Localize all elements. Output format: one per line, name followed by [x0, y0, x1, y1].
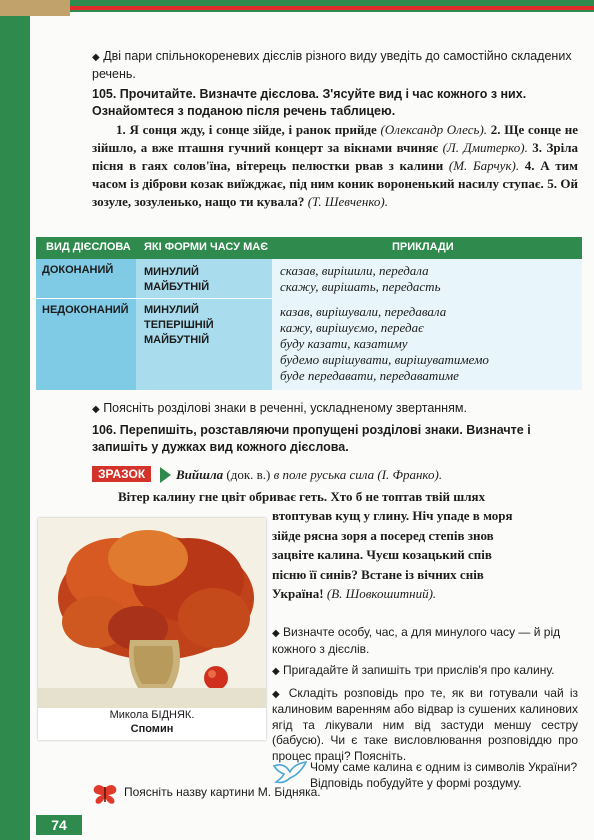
row1-tense-future: МАЙБУТНІЙ	[144, 281, 210, 293]
row-divider	[36, 298, 272, 299]
exercise-105-heading: 105. Прочитайте. Визначте дієслова. З'ясуйте вид і час кожного з них. Ознайомтеся з поданою після речень таблицею.	[92, 87, 527, 118]
butterfly-icon	[92, 784, 118, 811]
diamond-bullet-icon: ◆	[272, 688, 283, 700]
sample-rest: в поле руська сила	[273, 467, 375, 482]
row1-tense-past: МИНУЛИЙ	[144, 266, 199, 278]
row2-examples	[280, 304, 489, 384]
diamond-bullet-icon: ◆	[92, 52, 100, 63]
poem-line-2: втоптував кущ у глину. Ніч упаде в моря	[272, 508, 513, 523]
diamond-bullet-icon: ◆	[272, 666, 280, 677]
sample-note: (док. в.)	[226, 467, 271, 482]
poem-line-5: пісню її синів? Встане із вічних снів	[272, 566, 484, 582]
row1-examples	[280, 263, 440, 295]
poem-line-3: зійде рясна зоря а посеред степів знов	[272, 527, 494, 543]
author-5: (Т. Шевченко).	[307, 194, 388, 209]
intro-task-text: Дві пари спільнокореневих дієслів різного виду уведіть до самостійно складених речень.	[92, 49, 572, 81]
sample-label: ЗРАЗОК	[92, 466, 151, 482]
header-tenses: ЯКІ ФОРМИ ЧАСУ МАЄ	[144, 241, 269, 253]
row2-example-5: буде передавати, передаватиме	[280, 368, 459, 383]
intro-task	[92, 48, 578, 83]
task-1-text: Визначте особу, час, а для минулого часу — й рід кожного з дієслів.	[272, 625, 561, 656]
viburnum-painting	[38, 518, 266, 708]
author-1: (Олександр Олесь).	[380, 122, 488, 137]
header-photo-thumbnail	[0, 0, 70, 16]
exercise-105-text	[92, 121, 578, 211]
sentence-2: 2. Ще сонце не зійшло, а вже пташня гучний концерт за вікнами вчиняє	[92, 122, 579, 155]
poem-line-6: Україна!	[272, 586, 324, 601]
sample-author: (І. Франко).	[377, 467, 443, 482]
task-4-text: Чому саме калина є одним із символів України? Відповідь побудуйте у формі роздуму.	[310, 760, 578, 790]
left-margin-band	[0, 0, 30, 840]
header-examples: ПРИКЛАДИ	[392, 241, 454, 253]
task-3	[272, 686, 578, 765]
row2-tense-past: МИНУЛИЙ	[144, 304, 199, 316]
row2-example-4: будемо вирішувати, вирішуватимемо	[280, 352, 489, 367]
sentence-5: 5. Ой зозуле, зозуленько, нащо ти кувала?	[92, 176, 578, 209]
table-header	[36, 237, 582, 259]
row1-example-2: скажу, вирішать, передасть	[280, 279, 441, 294]
header-aspect: ВИД ДІЄСЛОВА	[46, 241, 131, 253]
poem-line-4: зацвіте калина. Чуєш козацький спів	[272, 547, 492, 562]
task-2	[272, 663, 578, 680]
exercise-106-heading: 106. Перепишіть, розставляючи пропущені розділові знаки. Визначте і запишіть у дужках вид кожного дієслова.	[92, 423, 531, 454]
row2-tenses	[144, 303, 214, 348]
sample-verb: Вийшла	[176, 467, 224, 482]
task-1	[272, 625, 578, 657]
sentence-3: 3. Зріла пісня в гаях солов'їна, вітерець пелюстки рвав з калини	[92, 140, 579, 173]
row2-example-3: буду казати, казатиму	[280, 336, 408, 351]
sentence-1: 1. Я сонця жду, і сонце зійде, і ранок прийде	[116, 122, 377, 137]
verb-aspect-table	[36, 237, 582, 390]
header-red-line	[70, 6, 594, 10]
row2-example-2: кажу, вирішуємо, передає	[280, 320, 424, 335]
sample-arrow-icon	[160, 467, 171, 483]
poem-continuation	[272, 506, 578, 604]
task-3-text: Складіть розповідь про те, як ви готували чай із калиновим варенням або відвар із сушених калинових ягід та лікували ним від застуди меншу сестру (бабусю). Чи є таке висловлювання розповіддю про процес праці? Поясніть.	[272, 685, 578, 763]
page-number: 74	[36, 815, 82, 835]
poem-author: (В. Шовкошитний).	[326, 586, 437, 601]
sample-sentence	[176, 467, 442, 483]
diamond-bullet-icon: ◆	[272, 628, 280, 639]
row1-tenses	[144, 265, 209, 295]
author-2: (Л. Дмитерко).	[442, 140, 528, 155]
author-3: (М. Барчук).	[448, 158, 520, 173]
painting-artist: Микола БІДНЯК.	[109, 709, 195, 721]
punctuation-task-text: Поясніть розділові знаки в реченні, ускладненому звертанням.	[103, 401, 467, 415]
punctuation-task	[92, 400, 578, 418]
row2-tense-future: МАЙБУТНІЙ	[144, 334, 210, 346]
painting-title: Спомин	[130, 723, 174, 735]
row2-tense-present: ТЕПЕРІШНІЙ	[144, 319, 214, 331]
row1-aspect: ДОКОНАНИЙ	[42, 264, 114, 276]
painting-caption	[38, 708, 266, 736]
task-5-text: Поясніть назву картини М. Бідняка.	[124, 785, 321, 799]
tasks-right	[272, 625, 578, 764]
row2-aspect: НЕДОКОНАНИЙ	[42, 304, 129, 316]
row1-example-1: сказав, вирішили, передала	[280, 263, 429, 278]
sentence-4: 4. А тим часом із діброви козак виїжджає, під ним коник вороненький насилу ступає.	[92, 158, 578, 191]
task-2-text: Пригадайте й запишіть три прислів'я про калину.	[283, 663, 555, 677]
painting-frame	[38, 518, 266, 740]
aspect-column	[36, 259, 136, 390]
diamond-bullet-icon: ◆	[92, 404, 100, 415]
poem-line-1: Вітер калину гне цвіт обриває геть. Хто б не топтав твій шлях	[118, 489, 486, 504]
row2-example-1: казав, вирішували, передавала	[280, 304, 447, 319]
